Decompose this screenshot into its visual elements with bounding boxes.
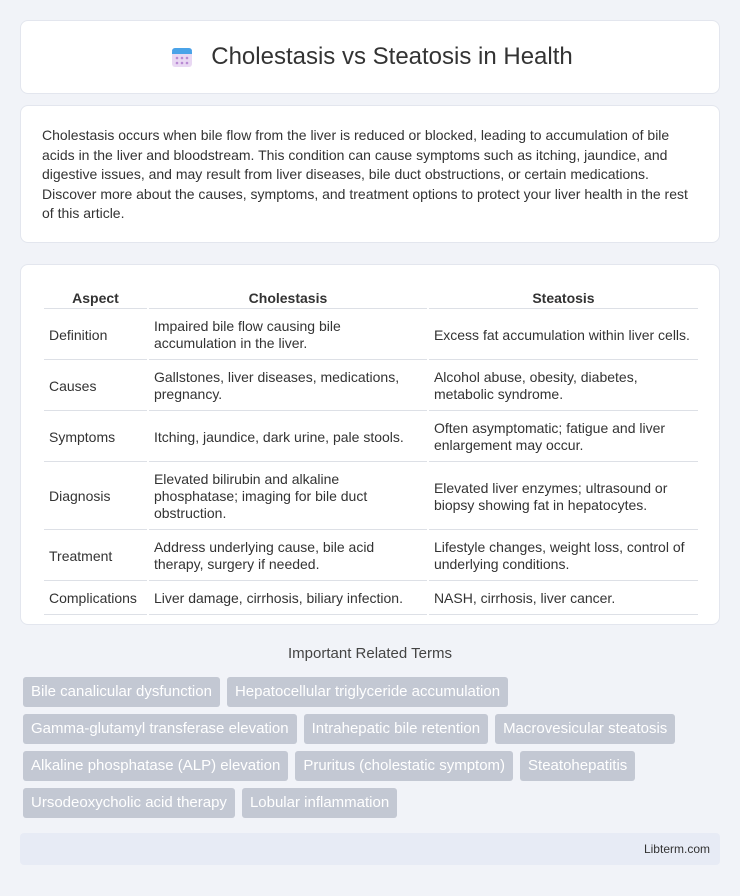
header-card <box>20 20 720 94</box>
related-term-tag[interactable]: Alkaline phosphatase (ALP) elevation <box>23 751 288 781</box>
related-term-tag[interactable]: Steatohepatitis <box>520 751 635 781</box>
related-term-tag[interactable]: Pruritus (cholestatic symptom) <box>295 751 513 781</box>
cell-cholestasis: Itching, jaundice, dark urine, pale stools. <box>149 413 427 462</box>
related-terms-title: Important Related Terms <box>288 645 452 662</box>
table-row <box>44 532 698 581</box>
table-row <box>44 311 698 360</box>
header-aspect: Aspect <box>44 287 147 309</box>
footer-site-link[interactable]: Libterm.com <box>643 842 710 856</box>
cell-steatosis: NASH, cirrhosis, liver cancer. <box>429 583 698 615</box>
cell-aspect: Treatment <box>44 532 147 581</box>
cell-cholestasis: Liver damage, cirrhosis, biliary infection. <box>149 583 427 615</box>
cell-aspect: Causes <box>44 362 147 411</box>
intro-text: Cholestasis occurs when bile flow from the liver is reduced or blocked, leading to accumulation of bile acids in the liver and bloodstream. This condition can cause symptoms such as itching, jaundice, and digestive issues, and may result from liver diseases, bile duct obstructions, or certain medications. Discover more about the causes, symptoms, and treatment options to protect your liver health in the rest of this article. <box>42 127 688 221</box>
cell-aspect: Diagnosis <box>44 464 147 530</box>
comparison-table <box>42 285 700 617</box>
footer <box>20 833 720 865</box>
related-term-tag[interactable]: Lobular inflammation <box>242 788 397 818</box>
table-row <box>44 583 698 615</box>
cell-aspect: Complications <box>44 583 147 615</box>
related-term-tag[interactable]: Bile canalicular dysfunction <box>23 677 220 707</box>
table-row <box>44 362 698 411</box>
related-term-tag[interactable]: Gamma-glutamyl transferase elevation <box>23 714 297 744</box>
cell-aspect: Symptoms <box>44 413 147 462</box>
related-term-tag[interactable]: Hepatocellular triglyceride accumulation <box>227 677 508 707</box>
comparison-table-card <box>20 264 720 625</box>
related-terms-list <box>23 677 723 818</box>
table-header-row <box>44 287 698 309</box>
cell-cholestasis: Address underlying cause, bile acid therapy, surgery if needed. <box>149 532 427 581</box>
intro-card <box>20 105 720 243</box>
cell-cholestasis: Gallstones, liver diseases, medications, pregnancy. <box>149 362 427 411</box>
cell-steatosis: Alcohol abuse, obesity, diabetes, metabolic syndrome. <box>429 362 698 411</box>
cell-cholestasis: Elevated bilirubin and alkaline phosphatase; imaging for bile duct obstruction. <box>149 464 427 530</box>
cell-steatosis: Excess fat accumulation within liver cells. <box>429 311 698 360</box>
header-cholestasis: Cholestasis <box>149 287 427 309</box>
related-term-tag[interactable]: Ursodeoxycholic acid therapy <box>23 788 235 818</box>
related-term-tag[interactable]: Macrovesicular steatosis <box>495 714 675 744</box>
page-title: Cholestasis vs Steatosis in Health <box>211 43 573 70</box>
cell-steatosis: Elevated liver enzymes; ultrasound or biopsy showing fat in hepatocytes. <box>429 464 698 530</box>
header-steatosis: Steatosis <box>429 287 698 309</box>
cell-cholestasis: Impaired bile flow causing bile accumulation in the liver. <box>149 311 427 360</box>
table-row <box>44 413 698 462</box>
calendar-icon <box>167 42 197 72</box>
cell-aspect: Definition <box>44 311 147 360</box>
table-row <box>44 464 698 530</box>
cell-steatosis: Often asymptomatic; fatigue and liver enlargement may occur. <box>429 413 698 462</box>
related-term-tag[interactable]: Intrahepatic bile retention <box>304 714 488 744</box>
cell-steatosis: Lifestyle changes, weight loss, control of underlying conditions. <box>429 532 698 581</box>
